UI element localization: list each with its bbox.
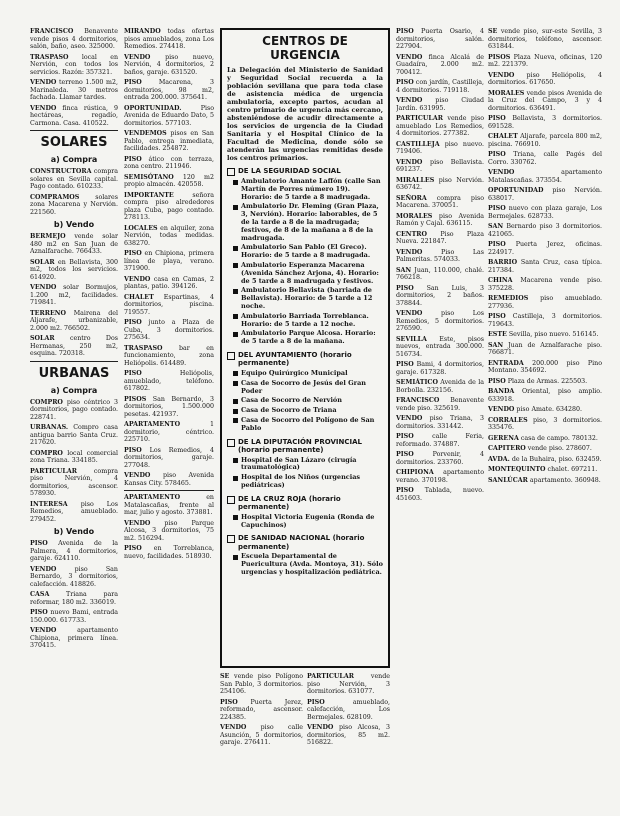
- classifieds-column-4: [396, 28, 484, 808]
- urgencias-column: [220, 28, 390, 808]
- classified-ad: TERRENO Mairena del Aljarafe, urbanizable, 2.000 m2. 766502.: [30, 309, 118, 332]
- urgencias-entry: [233, 514, 383, 530]
- classified-ad: MIRALLES piso Nervión. 636742.: [396, 176, 484, 191]
- classified-ad: SE vende piso, sur-este Sevilla, 3 dormitorios, teléfono, ascensor. 631844.: [488, 28, 602, 50]
- ads-block-urbanas-compra: [30, 399, 118, 524]
- ads-block: [124, 28, 214, 487]
- divider: [30, 361, 118, 362]
- classified-ad: VENDO piso Triana, 3 dormitorios. 331442.: [396, 415, 484, 430]
- urgencias-group: [227, 438, 383, 490]
- classified-ad: IMPORTANTE señora compra piso alrededores plaza Cuba, pago contado. 278113.: [124, 191, 214, 221]
- bullet-square-icon: [233, 180, 238, 185]
- classified-ad: FRANCISCO Benavente vende piso. 325619.: [396, 397, 484, 412]
- urgencias-entry: [233, 287, 383, 310]
- urgencias-entry-text: Ambulatorio Bellavista (barriada de Bellavista). Horario: de 5 tarde a 12 noche.: [241, 286, 373, 310]
- classified-ad: PISO Bellavista, 3 dormitorios. 691528.: [488, 115, 602, 130]
- ads-block-solares-venta: [30, 233, 118, 358]
- urgencias-entry: [233, 457, 383, 473]
- classifieds-column-5: [488, 28, 602, 808]
- classified-ad: VENDO piso Los Remedios, 5 dormitorios. 276590.: [396, 310, 484, 332]
- classified-ad: VENDO piso Heliópolis, 4 dormitorios. 617650.: [488, 71, 602, 86]
- classified-ad: PISO Los Remedios, 4 dormitorios, garaje. 277048.: [124, 446, 214, 469]
- bullet-square-icon: [233, 555, 238, 560]
- classifieds-column-2: [124, 28, 214, 808]
- classified-ad: PISO Triana, calle Pagés del Corro. 330762.: [488, 151, 602, 166]
- classified-ad: SANLÚCAR apartamento. 360948.: [488, 476, 601, 484]
- urgencias-entry-text: Hospital de San Lázaro (cirugía traumatológica): [241, 455, 357, 472]
- classified-ad: OPORTUNIDAD. Piso Avenida de Eduardo Dato, 5 dormitorios. 577103.: [124, 104, 214, 127]
- classified-ad: PISO ático con terraza, zona centro. 211946.: [124, 155, 214, 170]
- classified-ad: CASTILLEJA piso nuevo. 719406.: [396, 140, 484, 155]
- classified-ad: VENDO finca rústica, 9 hectáreas, regadío, Carmona. Casa. 410522.: [30, 104, 118, 127]
- classified-ad: VENDO piso Parque Alcosa, 3 dormitorios, 75 m2. 516294.: [124, 519, 214, 542]
- classified-ad: SAN Bernardo piso 3 dormitorios. 421065.: [488, 223, 602, 238]
- urgencias-entry-text: Ambulatorio Barriada Torreblanca. Horario: de 5 tarde a 12 noche.: [241, 311, 369, 328]
- checkbox-square-icon: [227, 352, 235, 360]
- urgencias-entry-text: Casa de Socorro de Nervión: [241, 396, 342, 405]
- urgencias-entry: [233, 553, 383, 576]
- subheading-venta: b) Vendo: [53, 527, 95, 536]
- classified-ad: BERMEJO vende solar 480 m2 en San Juan de Aznalfarache. 766433.: [30, 233, 118, 255]
- classified-ad: CHIPIONA apartamento verano. 370198.: [396, 469, 484, 484]
- classified-ad: REMEDIOS piso amueblado. 277936.: [488, 295, 602, 310]
- classified-ad: CONSTRUCTORA compra solares en Sevilla capital. Pago contado. 610233.: [30, 168, 118, 190]
- classified-ad: PISO Puerta Jerez, reformado, ascensor. 224385.: [220, 698, 303, 721]
- divider: [124, 490, 214, 491]
- classified-ad: CAPITERO vende piso. 278607.: [488, 445, 592, 452]
- bullet-square-icon: [233, 332, 238, 337]
- bullet-square-icon: [233, 515, 238, 520]
- classified-ad: PISO Plaza de Armas. 225503.: [488, 377, 588, 385]
- classified-ad: VENDO apartamento Matalascañas. 373554.: [488, 169, 602, 184]
- urgencias-group: [227, 167, 383, 346]
- classified-ad: VENDO casa en Camas, 2 plantas, patio. 394126.: [124, 275, 214, 290]
- classified-ad: BANDA Oriental, piso amplio. 633918.: [488, 388, 602, 403]
- urgencias-entry: [233, 203, 383, 242]
- classified-ad: PISO Puerta Osario, 4 dormitorios, salón. 227904.: [396, 28, 484, 50]
- urgencias-group-title: DEL AYUNTAMIENTO (horario permanente): [238, 350, 352, 368]
- classified-ad: PISO Castilleja, 3 dormitorios. 719643.: [488, 313, 602, 328]
- bullet-square-icon: [233, 381, 238, 386]
- urgencias-entry-text: Casa de Socorro de Triana: [241, 406, 337, 415]
- classified-ad: VENDO finca Alcalá de Guadaíra, 2.000 m2. 700412.: [396, 53, 484, 76]
- bullet-square-icon: [233, 314, 238, 319]
- classified-ad: TRASPASO bar en funcionamiento, zona Heliópolis. 614489.: [124, 344, 214, 367]
- urgencias-box: [220, 28, 390, 668]
- classified-ad: AVDA. de la Buhaira, piso. 632459.: [488, 455, 602, 463]
- urgencias-entry-text: Hospital Victoria Eugenia (Ronda de Capuchinos): [241, 512, 375, 529]
- classified-ad: PARTICULAR vende piso Nervión, 3 dormitorios. 631077.: [307, 673, 390, 695]
- urgencias-entry-text: Ambulatorio Parque Alcosa. Horario: de 5 tarde a 8 de la mañana.: [241, 329, 376, 346]
- classified-ad: VENDO solar Bormujos, 1.200 m2, facilidades. 719841.: [30, 284, 118, 306]
- classified-ad: PISO Macarena, 3 dormitorios, 98 m2, entrada 200.000. 375641.: [124, 79, 214, 101]
- urgencias-group-title: DE LA DIPUTACIÓN PROVINCIAL (horario permanente): [238, 437, 362, 455]
- subheading-compra: a) Compra: [50, 385, 98, 395]
- classified-ad: PARTICULAR vende piso amueblado Los Remedios, 4 dormitorios. 277382.: [396, 115, 484, 137]
- urgencias-group-heading: [227, 351, 383, 368]
- urgencias-entry: [233, 370, 383, 378]
- classified-ad: PISOS San Bernardo, 3 dormitorios, 1.500.000 pesetas. 421937.: [124, 395, 214, 418]
- classified-ad: INTERESA piso Los Remedios, amueblado. 279452.: [30, 500, 118, 523]
- urgencias-entry-text: Escuela Departamental de Puericultura (Avda. Montoya, 31). Sólo urgencias y hospitalización pediátrica.: [241, 552, 383, 576]
- urgencias-group: [227, 495, 383, 530]
- classified-ad: LOCALES en alquiler, zona Nervión, todas medidas. 638270.: [124, 224, 214, 247]
- classified-ad: SAN Juan de Aznalfarache piso. 766871.: [488, 341, 602, 356]
- checkbox-square-icon: [227, 535, 235, 543]
- urgencias-entry: [233, 330, 383, 346]
- classified-ad: PISO Porvenir, 4 dormitorios. 233760.: [396, 451, 484, 466]
- urgencias-entry-text: Ambulatorio Esperanza Macarena (Avenida Sánchez Arjona, 4). Horario: de 5 tarde a 8 madrugada y festivos.: [241, 260, 379, 285]
- urgencias-entry-text: Casa de Socorro del Polígono de San Pablo: [241, 415, 375, 432]
- classified-ad: PISO calle Feria, reformado. 374887.: [396, 433, 484, 448]
- ads-block-urbanas-venta: [30, 540, 118, 650]
- urgencias-title: CENTROS DE URGENCIA: [262, 34, 348, 62]
- bullet-square-icon: [233, 263, 238, 268]
- classified-ad: VENDO piso Bellavista. 691237.: [396, 158, 484, 173]
- urgencias-groups: [227, 167, 383, 577]
- classified-ad: OPORTUNIDAD piso Nervión. 638017.: [488, 187, 602, 202]
- classified-ad: CASA Triana para reformar, 180 m2. 336019.: [30, 591, 118, 606]
- classified-ad: VENDO piso nuevo, Nervión, 4 dormitorios, 2 baños, garaje. 631520.: [124, 53, 214, 76]
- classified-ad: ENTRADA 200.000 piso Pino Montano. 354692.: [488, 359, 602, 374]
- checkbox-square-icon: [227, 168, 235, 176]
- classified-ad: VENDO piso Ciudad Jardín. 631995.: [396, 97, 484, 112]
- classified-ad: PISO en Torreblanca, nuevo, facilidades. 518930.: [124, 545, 214, 560]
- classified-ad: SOLAR centro Dos Hermanas, 250 m2, esquina. 720318.: [30, 335, 118, 357]
- classified-ad: TRASPASO local en Nervión, con todos los servicios. Razón: 357321.: [30, 53, 118, 76]
- classified-ad: CHALET Aljarafe, parcela 800 m2, piscina. 766910.: [488, 133, 602, 148]
- urgencias-entry: [233, 407, 383, 415]
- classified-ad: VENDO piso Amate. 634280.: [488, 406, 583, 413]
- classified-ad: SOLAR en Bellavista, 300 m2, todos los servicios. 614920.: [30, 258, 118, 281]
- urgencias-group-heading: [227, 438, 383, 455]
- urgencias-entry-text: Casa de Socorro de Jesús del Gran Poder: [241, 378, 367, 395]
- classified-ad: PISO Avenida de la Palmera, 4 dormitorios, garaje. 624110.: [30, 540, 118, 562]
- ads-block: [396, 28, 484, 502]
- newspaper-page: [30, 28, 602, 808]
- classified-ad: VENDO apartamento Chipiona, primera línea. 370415.: [30, 627, 118, 649]
- classified-ad: GERENA casa de campo. 780132.: [488, 434, 598, 442]
- classifieds-column-1: [30, 28, 118, 808]
- ads-block-bottom: [124, 494, 214, 560]
- bullet-square-icon: [233, 289, 238, 294]
- classified-ad: PISO Bami, 4 dormitorios, garaje. 617328.: [396, 361, 484, 376]
- classified-ad: COMPRO piso céntrico 3 dormitorios, pago contado. 228741.: [30, 398, 118, 421]
- classified-ad: PISO amueblado, calefacción, Los Bermejales. 628109.: [307, 698, 390, 721]
- classified-ad: PISO con jardín, Castilleja, 4 dormitorios. 719118.: [396, 79, 484, 94]
- classified-ad: SEÑORA compra piso Macarena. 370051.: [396, 194, 484, 209]
- classified-ad: PISO Puerta Jerez, oficinas. 224917.: [488, 241, 602, 256]
- ads-block: [488, 28, 602, 484]
- urgencias-entry: [233, 244, 383, 260]
- section-heading-urbanas: URBANAS: [38, 365, 110, 381]
- urgencias-group: [227, 534, 383, 576]
- classified-ad: MIRANDO todas ofertas pisos amueblados, zona Los Remedios. 274418.: [124, 28, 214, 50]
- divider: [30, 130, 118, 131]
- classified-ad: CHALET Espartinas, 4 dormitorios, piscina. 719557.: [124, 293, 214, 316]
- classified-ad: SE vende piso Polígono San Pablo, 3 dormitorios. 254106.: [220, 673, 303, 695]
- classified-ad: PARTICULAR compra piso Nervión, 4 dormitorios, ascensor. 578930.: [30, 467, 118, 497]
- ads-below-box: [220, 673, 390, 750]
- urgencias-entry: [233, 178, 383, 201]
- urgencias-entry: [233, 262, 383, 285]
- urgencias-entry-text: Equipo Quirúrgico Municipal: [241, 368, 348, 377]
- ads-block-solares-compra: [30, 168, 118, 216]
- classified-ad: SEMIÁTICO Avenida de la Borbolla. 232156.: [396, 379, 484, 394]
- classified-ad: PISO Tablada, nuevo. 451603.: [396, 487, 484, 502]
- urgencias-group-title: DE SANIDAD NACIONAL (horario permanente): [238, 534, 365, 551]
- urgencias-entry-text: Hospital de los Niños (urgencias pediátricas): [241, 473, 361, 489]
- classified-ad: VENDO piso calle Asunción, 5 dormitorios, garaje. 276411.: [220, 724, 303, 746]
- urgencias-entry-text: Ambulatorio Amante Laffón (calle San Martín de Porres número 19). Horario: de 5 tarde a 8 madrugada.: [241, 177, 381, 201]
- classified-ad: VENDO Piso Las Palmeritas. 574033.: [396, 248, 484, 263]
- classified-ad: PISO San Luis, 3 dormitorios, 2 baños. 378844.: [396, 284, 484, 307]
- classified-ad: VENDO piso Avenida Kansas City. 578465.: [124, 472, 214, 487]
- classified-ad: SEVILLA Este, pisos nuevos, entrada 300.000. 516734.: [396, 335, 484, 358]
- ads-block-left: [220, 673, 303, 750]
- classified-ad: ESTE Sevilla, piso nuevo. 516145.: [488, 331, 599, 338]
- classified-ad: MORALES piso Avenida Ramón y Cajal. 636115.: [396, 212, 484, 227]
- classified-ad: SEMISÓTANO 120 m2 propio almacén. 420558.: [124, 173, 214, 188]
- urgencias-entry: [233, 474, 383, 490]
- classified-ad: PISO junto a Plaza de Cuba, 3 dormitorios. 275634.: [124, 319, 214, 341]
- classified-ad: CENTRO Piso Plaza Nueva. 221847.: [396, 230, 484, 245]
- classified-ad: SAN Juan, 110.000, chalé. 766218.: [396, 266, 484, 281]
- classified-ad: APARTAMENTO 1 dormitorio, céntrico. 225710.: [124, 421, 214, 443]
- classified-ad: COMPRAMOS solares zona Macarena y Nervión. 221560.: [30, 193, 118, 216]
- urgencias-entry-text: Ambulatorio Dr. Fleming (Gran Plaza, 3, Nervión). Horario: laborables, de 5 de la tarde a 8 de la madrugada; festivos, de 8 de la mañana a 8 de la madrugada.: [241, 202, 379, 242]
- urgencias-entry: [233, 417, 383, 433]
- classified-ad: CHINA Macarena vende piso. 375228.: [488, 277, 602, 292]
- bullet-square-icon: [233, 399, 238, 404]
- classified-ad: APARTAMENTO en Matalascañas, frente al mar, julio y agosto. 373881.: [124, 494, 214, 516]
- classified-ad: PISO Heliópolis, amueblado, teléfono. 617802.: [124, 370, 214, 392]
- urgencias-entry-text: Ambulatorio San Pablo (El Greco). Horario: de 5 tarde a 8 madrugada.: [241, 243, 371, 260]
- section-heading-solares: SOLARES: [40, 135, 108, 150]
- bullet-square-icon: [233, 205, 238, 210]
- classified-ad: URBANAS. Compro casa antigua barrio Santa Cruz. 217620.: [30, 424, 118, 446]
- urgencias-group-heading: [227, 534, 383, 551]
- urgencias-intro: La Delegación del Ministerio de Sanidad y Seguridad Social recuerda a la población sevillana que para toda clase de asistencia médica de urgencia ambulatoria, excepto partos, acudan al centro primario de urgencia más cercano, absteniéndose de acudir directamente a los servicios de urgencia de la Ciudad Sanitaria y el Hospital Clínico de la Facultad de Medicina, donde sólo se atenderán las urgencias remitidas desde los centros primarios.: [227, 66, 383, 162]
- urgencias-entry: [233, 313, 383, 329]
- classified-ad: PISO nuevo Bami, entrada 150.000. 617733.: [30, 609, 118, 624]
- classified-ad: PISO nuevo con plaza garaje, Los Bermejales. 628733.: [488, 205, 602, 220]
- classified-ad: VENDEMOS pisos en San Pablo, entrega inmediata, facilidades. 254872.: [124, 130, 214, 152]
- classified-ad: FRANCISCO Benavente vende pisos 4 dormitorios, salón, baño, aseo. 325000.: [30, 28, 118, 50]
- bullet-square-icon: [233, 246, 238, 251]
- classified-ad: VENDO piso Alcosa, 3 dormitorios, 85 m2. 516822.: [307, 724, 390, 746]
- urgencias-group: [227, 351, 383, 433]
- classified-ad: VENDO terreno 1.500 m2, Marinaleda. 30 metros fachada. Llamar tardes.: [30, 79, 118, 101]
- urgencias-entry: [233, 380, 383, 396]
- classified-ad: CORRALES piso, 3 dormitorios. 335476.: [488, 416, 602, 431]
- subheading-compra: a) Compra: [50, 155, 98, 164]
- classified-ad: PISO en Chipiona, primera línea de playa, verano. 371900.: [124, 250, 214, 272]
- classified-ad: MONTEQUINTO chalet. 697211.: [488, 466, 598, 473]
- classified-ad: COMPRO local comercial zona Triana. 334185.: [30, 449, 118, 464]
- classified-ad: PISOS Plaza Nueva, oficinas, 120 m2. 221379.: [488, 53, 602, 68]
- ads-block-right: [307, 673, 390, 750]
- bullet-square-icon: [233, 476, 238, 481]
- subheading-venta: b) Vendo: [53, 220, 95, 229]
- bullet-square-icon: [233, 409, 238, 414]
- checkbox-square-icon: [227, 439, 235, 447]
- classified-ad: VENDO piso San Bernardo, 3 dormitorios, calefacción. 418826.: [30, 565, 118, 588]
- classified-ad: MORALES vende pisos Avenida de la Cruz del Campo, 3 y 4 dormitorios. 636491.: [488, 89, 602, 112]
- urgencias-group-heading: [227, 495, 383, 512]
- urgencias-group-title: DE LA SEGURIDAD SOCIAL: [238, 167, 341, 175]
- urgencias-group-title: DE LA CRUZ ROJA (horario permanente): [238, 494, 341, 512]
- bullet-square-icon: [233, 371, 238, 376]
- classified-ad: BARRIO Santa Cruz, casa típica. 217384.: [488, 259, 602, 274]
- checkbox-square-icon: [227, 496, 235, 504]
- bullet-square-icon: [233, 458, 238, 463]
- bullet-square-icon: [233, 418, 238, 423]
- ads-block-top: [30, 28, 118, 127]
- urgencias-group-heading: [227, 167, 383, 176]
- urgencias-entry: [233, 397, 383, 405]
